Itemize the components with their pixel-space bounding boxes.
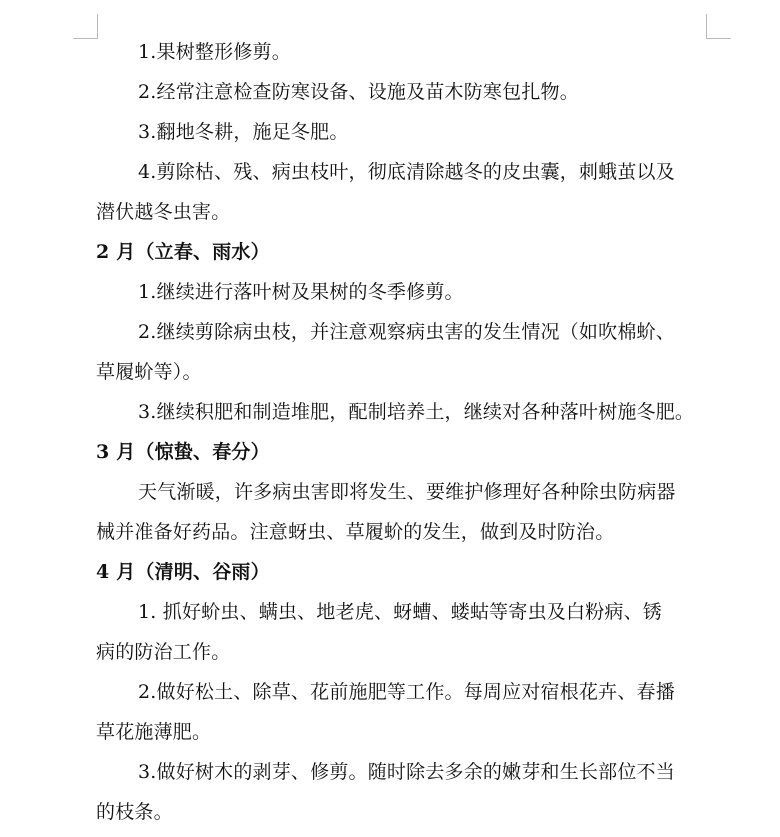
paragraph-line: 2.做好松土、除草、花前施肥等工作。每周应对宿根花卉、春播 [138,681,675,703]
paragraph-line: 3.做好树木的剥芽、修剪。随时除去多余的嫩芽和生长部位不当 [138,761,675,783]
page-corner-mark-left [73,14,98,39]
month-heading: 4 月（清明、谷雨） [96,561,270,583]
paragraph-line: 病的防治工作。 [96,641,231,663]
paragraph-line: 1. 抓好蚧虫、螨虫、地老虎、蚜螬、蝼蛄等寄虫及白粉病、锈 [138,601,662,623]
paragraph-line: 械并准备好药品。注意蚜虫、草履蚧的发生，做到及时防治。 [96,521,615,543]
month-heading: 3 月（惊蛰、春分） [96,441,270,463]
paragraph-line: 天气渐暖，许多病虫害即将发生、要维护修理好各种除虫防病器 [138,481,676,503]
paragraph-line: 1.果树整形修剪。 [138,41,291,63]
paragraph-line: 4.剪除枯、残、病虫枝叶，彻底清除越冬的皮虫囊，刺蛾茧以及 [138,161,675,183]
paragraph-line: 3.继续积肥和制造堆肥，配制培养土，继续对各种落叶树施冬肥。 [138,401,695,423]
month-heading: 2 月（立春、雨水） [96,241,270,263]
paragraph-line: 草履蚧等）。 [96,361,202,383]
paragraph-line: 2.经常注意检查防寒设备、设施及苗木防寒包扎物。 [138,81,579,103]
paragraph-line: 1.继续进行落叶树及果树的冬季修剪。 [138,281,464,303]
document-body [96,32,710,832]
paragraph-line: 的枝条。 [96,801,173,823]
paragraph-line: 2.继续剪除病虫枝，并注意观察病虫害的发生情况（如吹棉蚧、 [138,321,675,343]
paragraph-line: 3.翻地冬耕，施足冬肥。 [138,121,349,143]
paragraph-line: 潜伏越冬虫害。 [96,201,231,223]
paragraph-line: 草花施薄肥。 [96,721,212,743]
